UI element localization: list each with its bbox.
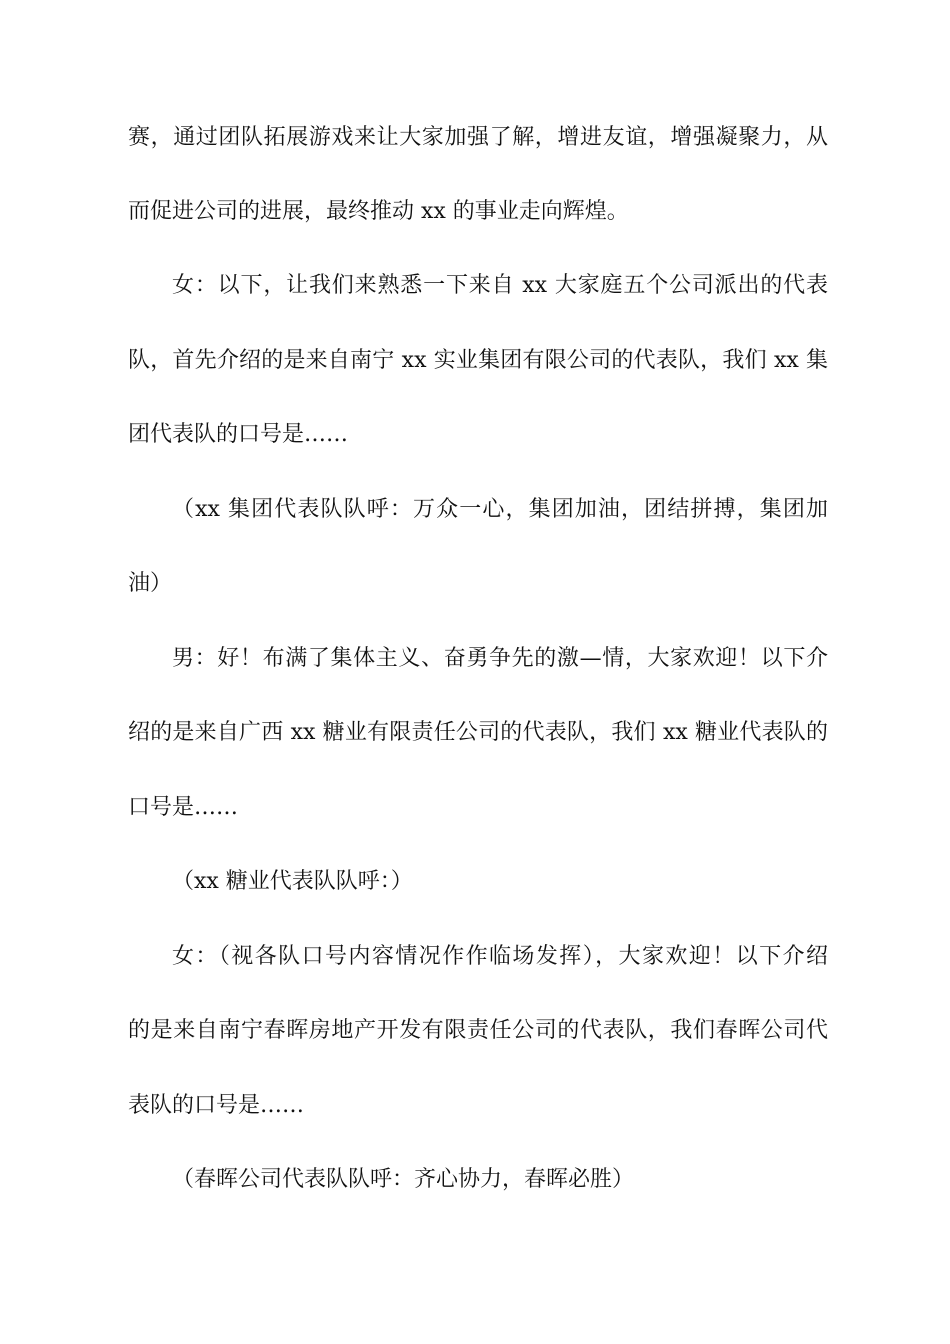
text-line: 表队的口号是…… [128,1093,305,1118]
text-line: 口号是…… [128,795,239,820]
text-line: 女：以下，让我们来熟悉一下来自 xx 大家庭五个公司派出的代表 [172,273,828,298]
text-line: 油） [128,571,173,596]
text-line: 团代表队的口号是…… [128,422,349,447]
text-line: 绍的是来自广西 xx 糖业有限责任公司的代表队，我们 xx 糖业代表队的 [128,720,828,745]
text-line: 的是来自南宁春晖房地产开发有限责任公司的代表队，我们春晖公司代 [128,1018,828,1043]
text-line: （xx 糖业代表队队呼：） [172,869,413,894]
text-line: 女：（视各队口号内容情况作作临场发挥），大家欢迎！以下介绍 [172,944,828,969]
text-line: （春晖公司代表队队呼：齐心协力，春晖必胜） [172,1167,635,1192]
text-line: 赛，通过团队拓展游戏来让大家加强了解，增进友谊，增强凝聚力，从 [128,125,828,150]
text-line: （xx 集团代表队队呼：万众一心，集团加油，团结拼搏，集团加 [172,497,828,522]
text-line: 队，首先介绍的是来自南宁 xx 实业集团有限公司的代表队，我们 xx 集 [128,348,828,373]
text-line: 而促进公司的进展，最终推动 xx 的事业走向辉煌。 [128,199,629,224]
text-line: 男：好！布满了集体主义、奋勇争先的激—情，大家欢迎！以下介 [172,646,828,671]
